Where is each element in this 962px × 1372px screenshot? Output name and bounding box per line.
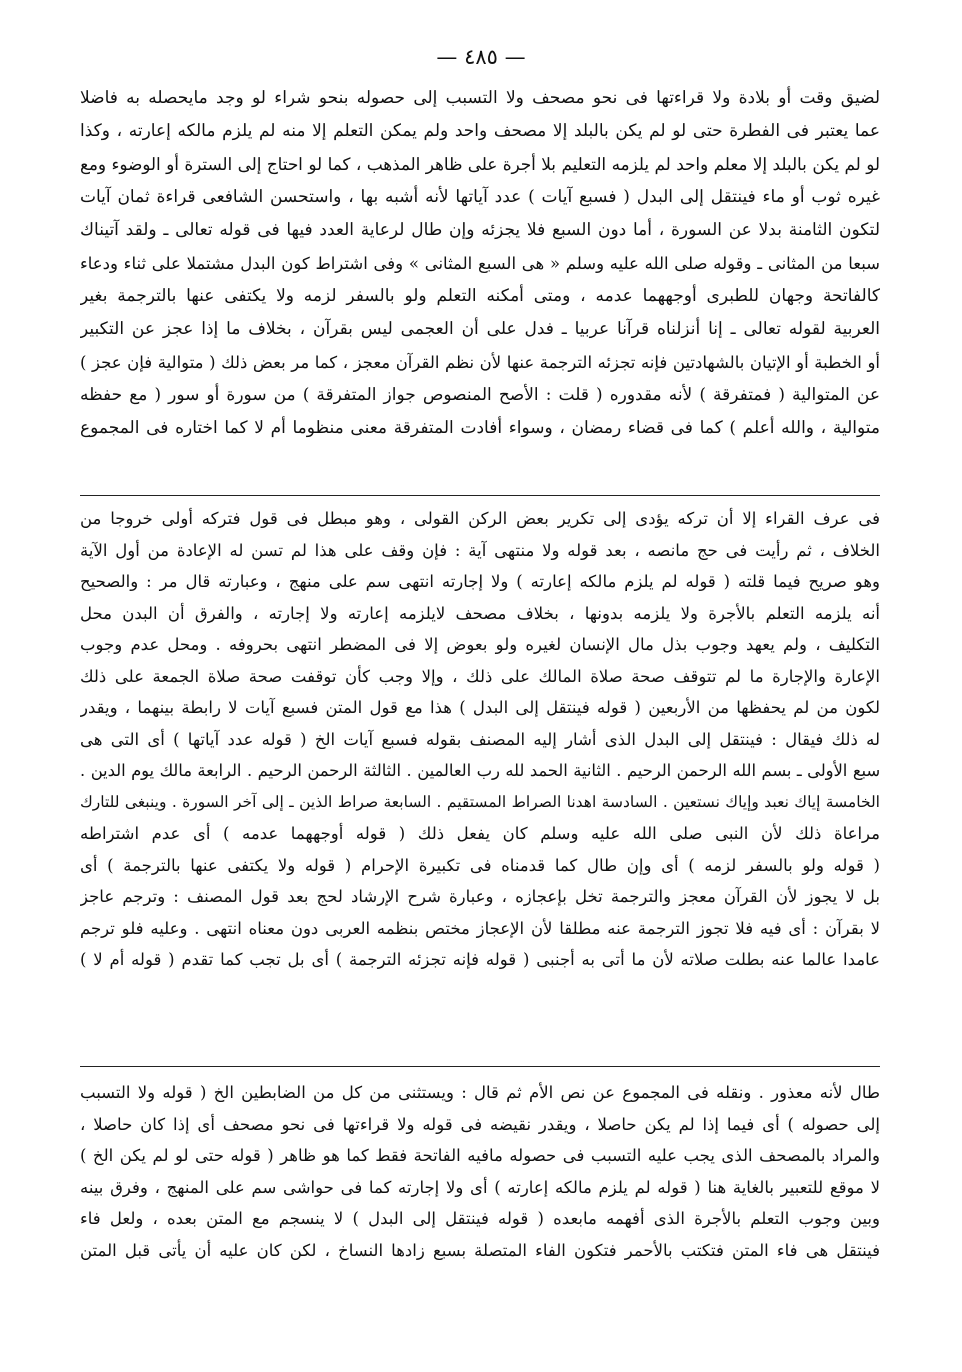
main-text-line: أو الخطبة أو الإتيان بالشهادتين فإنه تجزئه الترجمة عنها لأن نظم القرآن معجز ، كما مر بعض ذلك ( متوالية فإن عجز )	[80, 353, 880, 372]
commentary-line: فى عرف القراء إلا أن تركه يؤدى إلى تكرير بعض الركن القولى ، وهو مبطل فى قول فتركه أولى خروجا من	[80, 509, 880, 528]
commentary-line: مراعاة ذلك لأن النبى صلى الله عليه وسلم كان يفعل ذلك ( قوله أوجههما عدمه ) أى عدم اشتراطه	[80, 824, 880, 843]
commentary-lower	[80, 1077, 880, 1266]
main-text-line: لو لم يكن بالبلد إلا معلم واحد لم يلزمه التعليم بلا أجرة على ظاهر المذهب ، كما لو احتاج إلى السترة أو الوضوء ومع	[80, 154, 880, 174]
main-text-line: لضيق وقت أو بلادة ولا قراءتها فى نحو مصحف ولا التسبب إلى حصوله بنحو شراء لو وجد مايحصله به فاضلا	[80, 88, 880, 108]
commentary-line: وبين وجوب التعلم بالأجرة الذى أفهمه مابعده ( قوله فينتقل إلى البدل ) لا ينسجم مع المتن بعده ، ولعل فاء	[80, 1209, 880, 1228]
commentary-line: لكون من لم يحفظها من الأربعين ( قوله فينتقل إلى البدل ) هذا مع قول المتن فسبع آيات لا رابطة بينهما ، ويقدر	[80, 698, 880, 717]
main-text-line: العربية لقوله تعالى ـ إنا أنزلناه قرآنا عربيا ـ فدل على أن العجمى ليس بقرآن ، بخلاف ما إذا عجز عن التكبير	[80, 319, 880, 339]
commentary-line: أنه يلزمه التعلم بالأجرة ولا يلزمه بدونها ، بخلاف مصحف لايلزمه إعارته ولا إجارته ، والفرق أن البدن محل	[80, 603, 880, 623]
commentary-line: والمراد بالمصحف الذى يجب عليه التسبب فى حصوله مافيه الفاتحة فقط كما هو ظاهر ( قوله حتى لو لم يكن الخ )	[80, 1146, 880, 1165]
divider-rule	[80, 495, 880, 496]
commentary-line: ( قوله ولو بالسفر لزمه ) أى وإن طال كما قدمناه فى تكبيرة الإحرام ( قوله ولا يكتفى عنها بالترجمة ) أى	[80, 855, 880, 875]
commentary-line: الإعارة والإجارة ما لم تتوقف صحة صلاة المالك على ذلك ، وإلا وجب كأن توقفت صحة صلاة الجمعة على ذلك	[80, 666, 880, 686]
commentary-line: بل لا يجوز لأن القرآن معجز والترجمة تخل بإعجازه ، وعبارة شرح الإرشاد لحج بعد قول المصنف : وترجم عاجز	[80, 887, 880, 906]
commentary-line: الخلاف ، ثم رأيت فى حج مانصه ، بعد قوله ولا منتهى آية : فإن وقف على هذا لم تسن له الإعادة من أول الآية	[80, 540, 880, 560]
main-text-line: سبعا من المثانى ـ وقوله صلى الله عليه وسلم « هى السبع المثانى » وفى اشتراط كون البدل مشتملا على ثناء ودعاء	[80, 254, 880, 273]
main-text-line: عن المتوالية ( فمتفرقة ) لأنه مقدوره ( قلت : الأصح المنصوص جواز المتفرقة ) من سورة أو سور ( مع حفظه	[80, 385, 880, 405]
main-text	[80, 82, 880, 445]
commentary-line: وهو صريح فيما قلته ( قوله لم يلزم مالكه إعارته ) ولا إجارته انتهى سم على منهج ، وعبارته قال مر : والصحيح	[80, 572, 880, 591]
main-text-line: متوالية ، والله أعلم ) كما فى قضاء رمضان ، وسواء أفادت المتفرقة معنى منظوما أم لا كما اختاره فى المجموع	[80, 418, 880, 438]
commentary-line: فينتقل هى فاء المتن فتكتب بالأحمر فتكون الفاء المتصلة بسبع زادها النساخ ، لكن كان عليه أن يأتى قبل المتن	[80, 1240, 880, 1260]
main-text-line: لتكون الثامنة بدلا عن السورة ، أما دون السبع فلا يجزئه وإن طال لرعاية العدد فيها فى قوله تعالى ـ ولقد آتيناك	[80, 220, 880, 240]
page-number: — ٤٨٥ —	[436, 45, 526, 69]
commentary-line: سبع الأولى ـ بسم الله الرحمن الرحيم . الثانية الحمد لله رب العالمين . الثالثة الرحمن الرحيم . الرابعة مالك يوم الدين .	[80, 761, 880, 780]
commentary-line: لا بقرآن : أى فيه فلا تجوز الترجمة عنه مطلقا لأن الإعجاز مختص بنظمه العربى دون معناه انتهى . وعليه فلو ترجم	[80, 918, 880, 938]
commentary-line: الخامسة إياك نعبد وإياك نستعين . السادسة اهدنا الصراط المستقيم . السابعة صراط الذين ـ إلى آخر السورة . وينبغى للتارك	[80, 792, 880, 811]
main-text-line: كالفاتحة وجهان للطبرى أوجههما عدمه ، ومتى أمكنه التعلم ولو بالسفر لزمه ولا يكتفى عنها بالترجمة بغير	[80, 286, 880, 306]
main-text-line: غيره ثوب أو ماء فينتقل إلى البدل ( فسبع آيات ) عدد آياتها لأنه أشبه بها ، واستحسن الشافعى قراءة ثمان آيات	[80, 187, 880, 207]
commentary-line: التكليف ، ولم يعهد وجوب بذل مال الإنسان لغيره ولو بعوض إلا فى المضطر انتهى بحروفه . ومحل عدم وجوب	[80, 635, 880, 654]
commentary-line: لا موقع للتعبير بالغاية هنا ( قوله لم يلزم مالكه إعارته ) أى ولا إجارته كما فى حواشى سم على المنهج ، وفرق بينه	[80, 1177, 880, 1197]
commentary-line: عامدا عالما عنه بطلت صلاته لأن ما أتى به أجنبى ( قوله فإنه تجزئه الترجمة ) أى بل تجب كما تقدم ( قوله أم لا )	[80, 950, 880, 969]
commentary-upper	[80, 503, 880, 976]
main-text-line: عما يعتبر فى الفطرة حتى لو لم يكن بالبلد إلا مصحف واحد ولم يمكن التعلم إلا منه لم يلزم مالكه إعارته ، وكذا	[80, 121, 880, 141]
divider-rule	[80, 1066, 880, 1067]
commentary-line: طال لأنه معذور . ونقله فى المجموع عن نص الأم ثم قال : ويستثنى من كل من الضابطين الخ ( قوله ولا التسبب	[80, 1083, 880, 1102]
commentary-line: إلى حصوله ) أى فيما إذا لم يكن حاصلا ، ويقدر نقيضه فى قوله ولا قراءتها فى نحو مصحف أى إذا كان حاصلا ،	[80, 1114, 880, 1134]
commentary-line: له ذلك فيقال : فينتقل إلى البدل الذى أشار إليه المصنف بقوله فسبع آيات الخ ( قوله عدد آياتها ) أى التى هى	[80, 729, 880, 749]
